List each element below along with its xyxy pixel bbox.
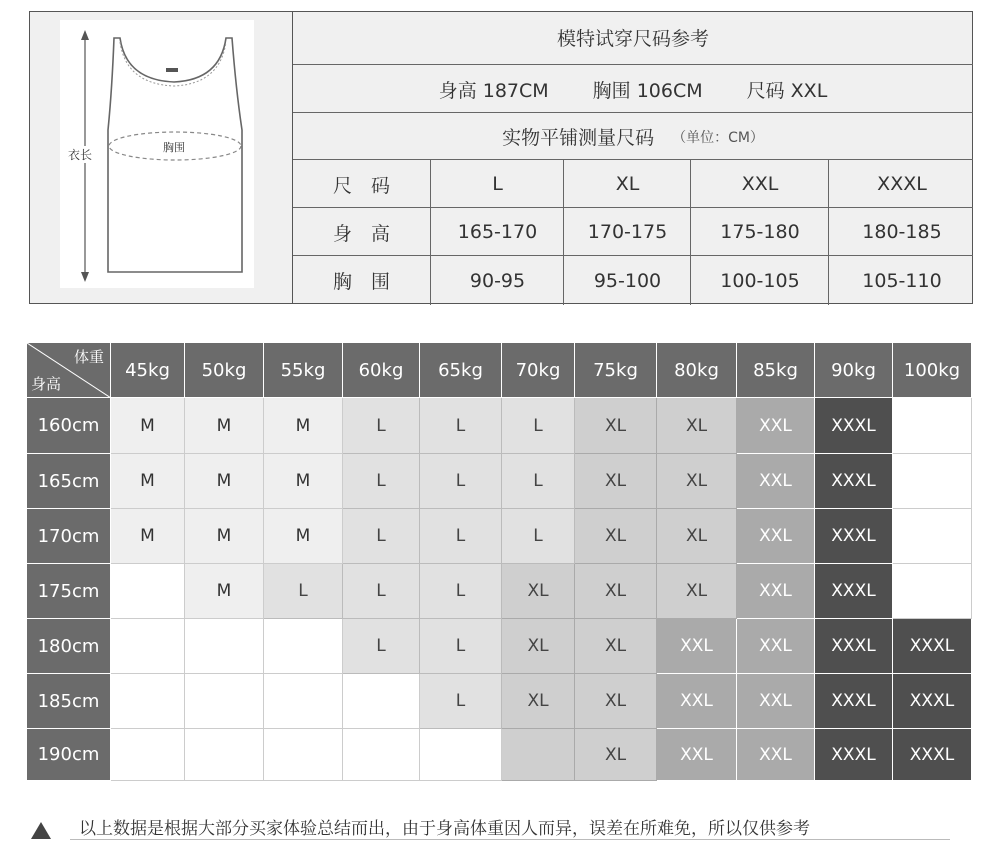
weight-header: 100kg (893, 343, 972, 398)
height-cell: 165-170 (430, 208, 564, 256)
weight-header: 90kg (815, 343, 893, 398)
model-title: 模特试穿尺码参考 (556, 28, 709, 50)
size-recommendation-cell (185, 619, 264, 674)
size-recommendation-cell: XL (657, 454, 737, 509)
size-recommendation-cell: M (264, 398, 343, 454)
size-recommendation-cell: XXXL (815, 619, 893, 674)
size-recommendation-cell: M (185, 454, 264, 509)
size-recommendation-cell: M (111, 454, 185, 509)
size-recommendation-cell: XXXL (815, 564, 893, 619)
triangle-warning-icon (31, 822, 51, 839)
row-label: 胸 围 (332, 271, 390, 293)
size-recommendation-cell: XXL (657, 729, 737, 781)
flat-unit: （单位：CM） (672, 129, 764, 146)
size-recommendation-cell (893, 398, 972, 454)
size-recommendation-cell (264, 674, 343, 729)
size-recommendation-cell: XXXL (893, 674, 972, 729)
size-recommendation-cell: L (502, 454, 575, 509)
size-recommendation-cell (185, 674, 264, 729)
height-header: 180cm (27, 619, 111, 674)
grid-corner-header (27, 343, 111, 398)
footer-divider (70, 839, 950, 840)
size-recommendation-cell: XL (502, 564, 575, 619)
size-cell: L (430, 160, 564, 208)
size-recommendation-cell: XL (575, 674, 657, 729)
size-recommendation-cell: XL (657, 509, 737, 564)
weight-header: 45kg (111, 343, 185, 398)
size-recommendation-cell: XXL (657, 619, 737, 674)
size-recommendation-cell: XXXL (893, 729, 972, 781)
model-stats (293, 64, 973, 113)
corner-weight-label: 体重 (73, 348, 104, 366)
size-recommendation-cell (111, 729, 185, 781)
size-recommendation-cell (264, 729, 343, 781)
size-recommendation-cell: L (343, 509, 420, 564)
size-recommendation-cell: L (420, 509, 502, 564)
size-recommendation-cell: XXXL (815, 674, 893, 729)
size-recommendation-cell: M (111, 509, 185, 564)
row-label: 身 高 (332, 222, 390, 245)
size-recommendation-cell (502, 729, 575, 781)
size-recommendation-cell: L (264, 564, 343, 619)
size-recommendation-cell: M (111, 398, 185, 454)
garment-diagram (60, 20, 254, 288)
size-recommendation-grid (27, 343, 972, 781)
size-recommendation-cell: XL (575, 729, 657, 781)
size-recommendation-cell: XXL (737, 564, 815, 619)
corner-height-label: 身高 (31, 375, 62, 393)
size-info-table (292, 11, 973, 304)
chest-cell: 95-100 (563, 256, 691, 305)
size-recommendation-cell: L (343, 564, 420, 619)
size-recommendation-cell (893, 454, 972, 509)
size-recommendation-cell: XXL (737, 619, 815, 674)
chest-cell: 100-105 (690, 256, 829, 305)
length-label: 衣长 (68, 148, 93, 162)
size-recommendation-cell: XL (575, 509, 657, 564)
size-recommendation-cell: XXXL (893, 619, 972, 674)
chest-row (293, 255, 973, 305)
weight-header: 50kg (185, 343, 264, 398)
size-recommendation-cell: XL (502, 619, 575, 674)
height-header: 170cm (27, 509, 111, 564)
size-cell: XXL (690, 160, 829, 208)
weight-header: 65kg (420, 343, 502, 398)
height-header: 190cm (27, 729, 111, 781)
size-recommendation-cell: L (502, 398, 575, 454)
size-recommendation-cell (420, 729, 502, 781)
size-recommendation-cell: XXL (737, 674, 815, 729)
weight-header: 80kg (657, 343, 737, 398)
height-header: 165cm (27, 454, 111, 509)
height-header: 185cm (27, 674, 111, 729)
size-recommendation-cell: XL (575, 398, 657, 454)
flat-measure-title (293, 112, 973, 160)
size-recommendation-cell: L (420, 564, 502, 619)
size-recommendation-cell (111, 619, 185, 674)
size-recommendation-cell (343, 674, 420, 729)
size-recommendation-cell (264, 619, 343, 674)
size-recommendation-cell: XXL (737, 398, 815, 454)
size-recommendation-cell (343, 729, 420, 781)
row-label: 尺 码 (332, 174, 390, 197)
size-recommendation-cell: L (343, 619, 420, 674)
model-height: 身高 187CM (438, 79, 549, 102)
footer-note: 以上数据是根据大部分买家体验总结而出，由于身高体重因人而异，误差在所难免，所以仅供参考 (79, 819, 810, 839)
size-recommendation-cell: M (264, 454, 343, 509)
weight-header: 70kg (502, 343, 575, 398)
model-chest: 胸围 106CM (592, 79, 703, 102)
height-cell: 180-185 (828, 208, 975, 256)
size-recommendation-cell: L (420, 674, 502, 729)
size-recommendation-cell (111, 564, 185, 619)
size-recommendation-cell: XL (575, 564, 657, 619)
size-recommendation-cell: L (420, 454, 502, 509)
chest-label: 胸围 (163, 141, 185, 154)
size-recommendation-cell: M (185, 509, 264, 564)
size-recommendation-cell: XXXL (815, 509, 893, 564)
size-recommendation-cell: XXL (657, 674, 737, 729)
weight-header: 75kg (575, 343, 657, 398)
size-recommendation-cell: XXL (737, 509, 815, 564)
size-recommendation-cell: M (185, 398, 264, 454)
size-recommendation-cell: M (185, 564, 264, 619)
size-recommendation-cell (893, 509, 972, 564)
size-recommendation-cell: L (343, 398, 420, 454)
weight-header: 60kg (343, 343, 420, 398)
size-recommendation-cell: L (420, 398, 502, 454)
size-recommendation-cell: XL (575, 454, 657, 509)
weight-header: 85kg (737, 343, 815, 398)
size-cell: XL (563, 160, 691, 208)
size-recommendation-cell: M (264, 509, 343, 564)
height-row (293, 207, 973, 256)
size-recommendation-cell: L (420, 619, 502, 674)
model-size: 尺码 XXL (746, 79, 828, 102)
height-header: 175cm (27, 564, 111, 619)
size-recommendation-cell: XL (575, 619, 657, 674)
size-recommendation-cell: XXXL (815, 454, 893, 509)
height-cell: 170-175 (563, 208, 691, 256)
chest-cell: 90-95 (430, 256, 564, 305)
height-cell: 175-180 (690, 208, 829, 256)
height-header: 160cm (27, 398, 111, 454)
flat-title: 实物平铺测量尺码 (502, 127, 655, 149)
size-recommendation-cell (893, 564, 972, 619)
size-recommendation-cell: L (502, 509, 575, 564)
size-recommendation-cell: XXL (737, 454, 815, 509)
size-recommendation-cell: XXXL (815, 729, 893, 781)
size-row (293, 159, 973, 208)
size-cell: XXXL (828, 160, 975, 208)
size-recommendation-cell: XL (657, 564, 737, 619)
size-recommendation-cell: XXL (737, 729, 815, 781)
weight-header: 55kg (264, 343, 343, 398)
size-recommendation-cell: L (343, 454, 420, 509)
size-recommendation-cell (111, 674, 185, 729)
size-recommendation-cell: XL (657, 398, 737, 454)
size-recommendation-cell (185, 729, 264, 781)
chest-cell: 105-110 (828, 256, 975, 305)
size-recommendation-cell: XXXL (815, 398, 893, 454)
size-recommendation-cell: XL (502, 674, 575, 729)
